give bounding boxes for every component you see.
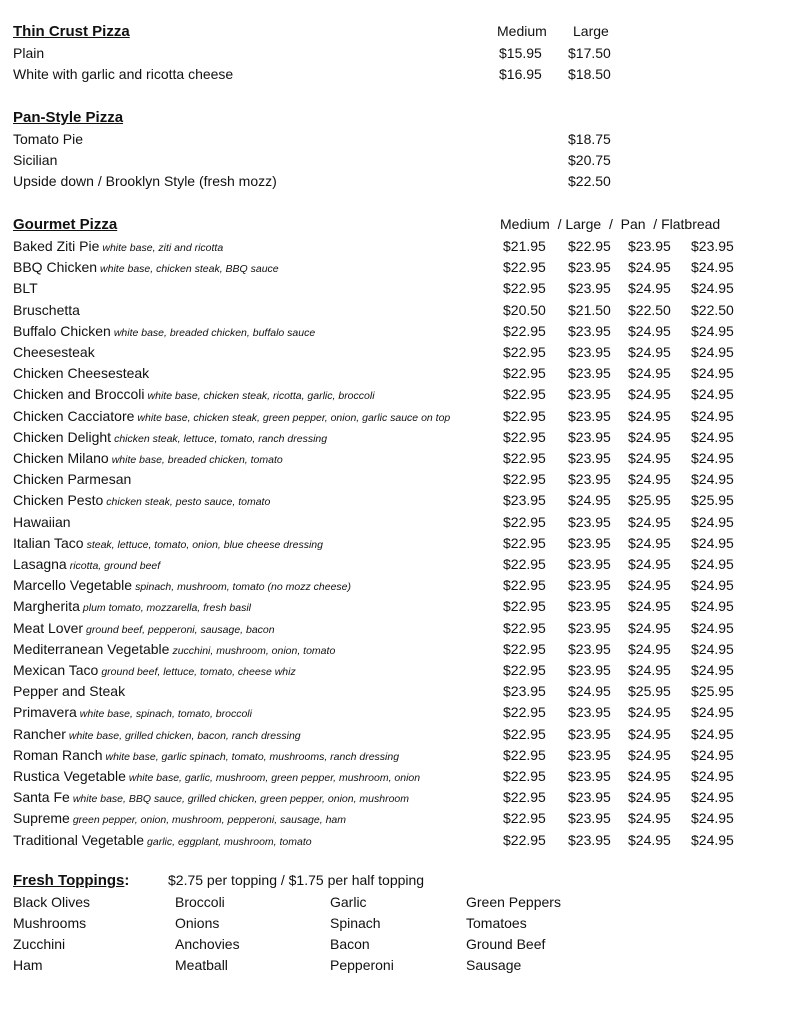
item-price: $24.95 bbox=[691, 831, 734, 848]
gourmet-item bbox=[13, 427, 783, 448]
item-price: $24.95 bbox=[691, 768, 734, 784]
topping-item: Anchovies bbox=[175, 936, 240, 952]
item-price: $25.95 bbox=[628, 683, 671, 700]
thin-crust-item bbox=[13, 43, 783, 64]
gourmet-item bbox=[13, 639, 783, 660]
gourmet-item bbox=[13, 830, 783, 851]
item-name: Chicken Milano bbox=[13, 450, 109, 466]
item-description: white base, ziti and ricotta bbox=[102, 242, 224, 254]
item-price: $24.95 bbox=[691, 662, 734, 678]
item-price: $22.95 bbox=[503, 322, 546, 339]
item-price: $25.95 bbox=[691, 492, 734, 509]
item-description: white base, chicken steak, BBQ sauce bbox=[100, 263, 279, 276]
item-price: $24.95 bbox=[691, 577, 734, 594]
topping-item: Spinach bbox=[330, 915, 381, 931]
gourmet-item bbox=[13, 512, 783, 533]
gourmet-columns-header: Medium / Large / Pan / Flatbread bbox=[500, 216, 721, 232]
item-description: garlic, eggplant, mushroom, tomato bbox=[147, 835, 312, 848]
toppings-title: Fresh Toppings bbox=[13, 872, 125, 889]
item-price: $24.95 bbox=[628, 598, 671, 615]
item-price: $22.95 bbox=[503, 598, 546, 615]
item-price: $21.50 bbox=[568, 301, 611, 318]
item-price: $24.95 bbox=[628, 810, 671, 827]
gourmet-item bbox=[13, 533, 783, 554]
item-price: $24.95 bbox=[628, 280, 671, 297]
topping-item: Meatball bbox=[175, 957, 228, 973]
item-price: $22.95 bbox=[503, 534, 546, 551]
item-price: $24.95 bbox=[628, 789, 671, 806]
topping-item: Mushrooms bbox=[13, 915, 87, 931]
item-name: BLT bbox=[13, 280, 38, 297]
topping-item: Garlic bbox=[330, 894, 367, 910]
item-price: $21.95 bbox=[503, 238, 546, 254]
item-price: $22.95 bbox=[503, 662, 546, 678]
item-name: BBQ Chicken bbox=[13, 259, 98, 276]
item-price: $24.95 bbox=[691, 428, 734, 445]
item-price: $24.95 bbox=[628, 471, 671, 488]
item-price: $24.95 bbox=[628, 640, 671, 657]
item-name: Roman Ranch bbox=[13, 746, 103, 763]
price-large: $17.50 bbox=[568, 45, 611, 61]
item-price: $24.95 bbox=[628, 619, 671, 636]
item-price: $22.95 bbox=[503, 619, 546, 636]
item-price: $24.95 bbox=[628, 577, 671, 594]
gourmet-item bbox=[13, 384, 783, 405]
item-price: $24.95 bbox=[691, 534, 734, 551]
item-description: ground beef, lettuce, tomato, cheese whiz bbox=[101, 666, 296, 678]
item-price: $24.95 bbox=[628, 365, 671, 382]
item-price: $22.95 bbox=[503, 259, 546, 276]
item-price: $24.95 bbox=[691, 450, 734, 466]
gourmet-item bbox=[13, 406, 783, 427]
price-large: $18.50 bbox=[568, 66, 611, 82]
item-price: $24.95 bbox=[628, 556, 671, 572]
item-price: $23.95 bbox=[568, 556, 611, 572]
item-price: $24.95 bbox=[691, 344, 734, 360]
gourmet-item bbox=[13, 342, 783, 363]
item-description: white base, chicken steak, ricotta, garlic, broccoli bbox=[147, 390, 375, 403]
item-price: $22.50 bbox=[691, 301, 734, 318]
gourmet-title: Gourmet Pizza bbox=[13, 216, 118, 233]
item-name: Mexican Taco bbox=[13, 662, 99, 678]
item-price: $24.95 bbox=[691, 704, 734, 721]
price-medium: $16.95 bbox=[499, 66, 542, 82]
item-price: $23.95 bbox=[568, 577, 611, 594]
item-price: $22.95 bbox=[503, 746, 546, 763]
item-description: chicken steak, lettuce, tomato, ranch dressing bbox=[114, 432, 328, 445]
gourmet-item bbox=[13, 660, 783, 681]
item-name: Meat Lover bbox=[13, 619, 84, 636]
item-price: $23.95 bbox=[503, 492, 546, 509]
item-price: $22.95 bbox=[503, 810, 546, 827]
item-price: $24.95 bbox=[691, 746, 734, 763]
topping-item: Ground Beef bbox=[466, 936, 546, 952]
topping-item: Sausage bbox=[466, 957, 522, 973]
item-name: Rustica Vegetable bbox=[13, 768, 126, 784]
item-price: $23.95 bbox=[568, 513, 611, 530]
gourmet-item bbox=[13, 618, 783, 639]
item-price: $23.95 bbox=[568, 428, 611, 445]
item-price: $24.95 bbox=[628, 704, 671, 721]
item-description: white base, BBQ sauce, grilled chicken, green pepper, onion, mushroom bbox=[72, 793, 410, 806]
item-price: $22.95 bbox=[503, 768, 546, 784]
gourmet-item bbox=[13, 448, 783, 469]
item-description: ricotta, ground beef bbox=[69, 560, 161, 572]
item-price: $22.95 bbox=[568, 238, 611, 254]
thin-crust-col-medium: Medium bbox=[497, 23, 547, 39]
gourmet-header-row bbox=[13, 214, 783, 235]
item-price: $24.95 bbox=[691, 365, 734, 382]
item-price: $24.95 bbox=[691, 640, 734, 657]
toppings-row bbox=[13, 892, 783, 913]
gourmet-item bbox=[13, 321, 783, 342]
item-name: White with garlic and ricotta cheese bbox=[13, 66, 234, 82]
item-price: $23.95 bbox=[568, 768, 611, 784]
item-price: $23.95 bbox=[568, 789, 611, 806]
gourmet-item bbox=[13, 236, 783, 257]
topping-item: Black Olives bbox=[13, 894, 91, 910]
item-price: $22.95 bbox=[503, 386, 546, 403]
pan-style-item bbox=[13, 171, 783, 192]
item-price: $24.95 bbox=[628, 450, 671, 466]
item-price: $24.95 bbox=[568, 683, 611, 700]
item-price: $24.95 bbox=[628, 407, 671, 424]
item-price: $22.95 bbox=[503, 344, 546, 360]
item-description: white base, breaded chicken, tomato bbox=[111, 454, 283, 466]
item-price: $23.95 bbox=[691, 238, 734, 254]
item-price: $24.95 bbox=[628, 344, 671, 360]
item-name: Lasagna bbox=[13, 556, 67, 572]
topping-item: Green Peppers bbox=[466, 894, 561, 910]
item-price: $22.95 bbox=[503, 280, 546, 297]
gourmet-item bbox=[13, 490, 783, 511]
toppings-row bbox=[13, 934, 783, 955]
thin-crust-item bbox=[13, 64, 783, 85]
item-price: $24.95 bbox=[628, 428, 671, 445]
pan-style-item bbox=[13, 129, 783, 150]
item-name: Margherita bbox=[13, 598, 80, 615]
item-price: $22.95 bbox=[503, 556, 546, 572]
item-price: $24.95 bbox=[628, 386, 671, 403]
item-name: Traditional Vegetable bbox=[13, 831, 145, 848]
item-price: $25.95 bbox=[691, 683, 734, 700]
item-price: $24.95 bbox=[691, 471, 734, 488]
item-price: $24.95 bbox=[628, 259, 671, 276]
toppings-header-row bbox=[13, 870, 783, 891]
item-price: $23.95 bbox=[568, 725, 611, 742]
item-price: $23.95 bbox=[568, 322, 611, 339]
topping-item: Tomatoes bbox=[466, 915, 527, 931]
thin-crust-header-row bbox=[13, 21, 783, 42]
item-name: Supreme bbox=[13, 810, 70, 827]
item-price: $24.95 bbox=[628, 513, 671, 530]
item-price: $20.50 bbox=[503, 301, 546, 318]
item-price: $22.95 bbox=[503, 407, 546, 424]
item-name: Mediterranean Vegetable bbox=[13, 640, 170, 657]
item-name: Rancher bbox=[13, 725, 66, 742]
item-price: $24.95 bbox=[691, 280, 734, 297]
item-description: chicken steak, pesto sauce, tomato bbox=[106, 496, 271, 509]
topping-item: Ham bbox=[13, 957, 43, 973]
item-name: Hawaiian bbox=[13, 513, 71, 530]
item-price: $23.95 bbox=[568, 598, 611, 615]
item-description: white base, garlic, mushroom, green pepper, mushroom, onion bbox=[128, 772, 421, 784]
gourmet-item bbox=[13, 724, 783, 745]
item-description: white base, spinach, tomato, broccoli bbox=[79, 708, 252, 721]
item-price: $23.95 bbox=[568, 386, 611, 403]
item-price: $23.95 bbox=[568, 640, 611, 657]
topping-item: Pepperoni bbox=[330, 957, 394, 973]
gourmet-item bbox=[13, 681, 783, 702]
item-name: Chicken Parmesan bbox=[13, 471, 132, 488]
item-name: Cheesesteak bbox=[13, 344, 95, 360]
item-name: Baked Ziti Pie bbox=[13, 238, 100, 254]
price: $22.50 bbox=[568, 173, 611, 189]
item-price: $24.95 bbox=[691, 259, 734, 276]
item-price: $23.95 bbox=[568, 619, 611, 636]
toppings-row bbox=[13, 955, 783, 976]
item-name: Tomato Pie bbox=[13, 131, 84, 147]
item-price: $24.95 bbox=[691, 556, 734, 572]
item-price: $24.95 bbox=[628, 534, 671, 551]
gourmet-item bbox=[13, 808, 783, 829]
gourmet-item bbox=[13, 257, 783, 278]
item-description: white base, breaded chicken, buffalo sauce bbox=[113, 326, 316, 339]
item-price: $24.95 bbox=[691, 619, 734, 636]
item-price: $22.95 bbox=[503, 577, 546, 594]
item-name: Marcello Vegetable bbox=[13, 577, 133, 594]
item-name: Primavera bbox=[13, 704, 77, 721]
pan-style-title: Pan-Style Pizza bbox=[13, 109, 124, 126]
item-price: $23.95 bbox=[568, 704, 611, 721]
item-price: $23.95 bbox=[568, 831, 611, 848]
gourmet-item bbox=[13, 745, 783, 766]
pan-style-item bbox=[13, 150, 783, 171]
item-price: $24.95 bbox=[691, 810, 734, 827]
item-description: plum tomato, mozzarella, fresh basil bbox=[82, 602, 251, 615]
price: $20.75 bbox=[568, 152, 611, 168]
item-price: $24.95 bbox=[691, 407, 734, 424]
item-price: $23.95 bbox=[568, 471, 611, 488]
item-price: $24.95 bbox=[691, 322, 734, 339]
item-price: $24.95 bbox=[691, 598, 734, 615]
item-price: $22.50 bbox=[628, 301, 671, 318]
item-price: $22.95 bbox=[503, 450, 546, 466]
item-price: $22.95 bbox=[503, 513, 546, 530]
item-name: Chicken Delight bbox=[13, 428, 112, 445]
gourmet-item bbox=[13, 596, 783, 617]
item-price: $23.95 bbox=[568, 534, 611, 551]
item-name: Chicken Pesto bbox=[13, 492, 104, 509]
gourmet-item bbox=[13, 787, 783, 808]
item-price: $24.95 bbox=[691, 386, 734, 403]
item-description: steak, lettuce, tomato, onion, blue cheese dressing bbox=[86, 538, 323, 551]
gourmet-item bbox=[13, 469, 783, 490]
pan-style-header-row bbox=[13, 107, 783, 128]
item-price: $22.95 bbox=[503, 428, 546, 445]
item-name: Italian Taco bbox=[13, 534, 84, 551]
item-price: $23.95 bbox=[568, 280, 611, 297]
item-price: $24.95 bbox=[691, 513, 734, 530]
item-price: $23.95 bbox=[568, 810, 611, 827]
item-price: $24.95 bbox=[628, 322, 671, 339]
item-description: white base, grilled chicken, bacon, ranch dressing bbox=[68, 729, 301, 742]
item-price: $23.95 bbox=[568, 450, 611, 466]
gourmet-item bbox=[13, 766, 783, 787]
item-price: $22.95 bbox=[503, 789, 546, 806]
item-price: $24.95 bbox=[628, 746, 671, 763]
item-price: $25.95 bbox=[628, 492, 671, 509]
item-price: $24.95 bbox=[628, 831, 671, 848]
item-price: $23.95 bbox=[568, 407, 611, 424]
toppings-price-note: $2.75 per topping / $1.75 per half topping bbox=[168, 872, 425, 888]
item-price: $23.95 bbox=[568, 662, 611, 678]
item-price: $24.95 bbox=[628, 725, 671, 742]
item-price: $24.95 bbox=[628, 662, 671, 678]
topping-item: Broccoli bbox=[175, 894, 225, 910]
topping-item: Zucchini bbox=[13, 936, 66, 952]
item-name: Plain bbox=[13, 45, 45, 61]
gourmet-item bbox=[13, 363, 783, 384]
item-name: Chicken Cacciatore bbox=[13, 407, 135, 424]
item-description: green pepper, onion, mushroom, pepperoni, sausage, ham bbox=[72, 814, 346, 827]
item-price: $22.95 bbox=[503, 471, 546, 488]
item-description: spinach, mushroom, tomato (no mozz cheese) bbox=[135, 581, 352, 594]
item-name: Bruschetta bbox=[13, 301, 80, 318]
item-description: zucchini, mushroom, onion, tomato bbox=[172, 644, 336, 657]
thin-crust-col-large: Large bbox=[573, 23, 609, 39]
item-price: $23.95 bbox=[568, 259, 611, 276]
item-price: $24.95 bbox=[691, 725, 734, 742]
item-price: $23.95 bbox=[503, 683, 546, 700]
topping-item: Bacon bbox=[330, 936, 370, 952]
item-name: Pepper and Steak bbox=[13, 683, 126, 700]
item-description: ground beef, pepperoni, sausage, bacon bbox=[86, 623, 275, 636]
thin-crust-title: Thin Crust Pizza bbox=[13, 23, 130, 40]
item-description: white base, garlic spinach, tomato, mushrooms, ranch dressing bbox=[105, 750, 400, 763]
item-price: $22.95 bbox=[503, 704, 546, 721]
topping-item: Onions bbox=[175, 915, 220, 931]
item-name: Upside down / Brooklyn Style (fresh mozz) bbox=[13, 173, 277, 189]
item-price: $23.95 bbox=[568, 344, 611, 360]
toppings-row bbox=[13, 913, 783, 934]
item-name: Sicilian bbox=[13, 152, 58, 168]
gourmet-item bbox=[13, 554, 783, 575]
toppings-title-colon: : bbox=[124, 872, 130, 889]
item-name: Chicken and Broccoli bbox=[13, 386, 145, 403]
item-price: $22.95 bbox=[503, 640, 546, 657]
item-description: white base, chicken steak, green pepper, onion, garlic sauce on top bbox=[137, 411, 451, 424]
item-price: $24.95 bbox=[568, 492, 611, 509]
price-medium: $15.95 bbox=[499, 45, 542, 61]
item-price: $23.95 bbox=[568, 365, 611, 382]
item-name: Buffalo Chicken bbox=[13, 322, 111, 339]
gourmet-item bbox=[13, 575, 783, 596]
price: $18.75 bbox=[568, 131, 611, 147]
item-name: Chicken Cheesesteak bbox=[13, 365, 150, 382]
item-price: $22.95 bbox=[503, 831, 546, 848]
gourmet-item bbox=[13, 278, 783, 299]
item-price: $24.95 bbox=[691, 789, 734, 806]
item-price: $22.95 bbox=[503, 725, 546, 742]
item-price: $23.95 bbox=[628, 238, 671, 254]
item-name: Santa Fe bbox=[13, 789, 70, 806]
gourmet-item bbox=[13, 300, 783, 321]
item-price: $22.95 bbox=[503, 365, 546, 382]
item-price: $23.95 bbox=[568, 746, 611, 763]
item-price: $24.95 bbox=[628, 768, 671, 784]
gourmet-item bbox=[13, 702, 783, 723]
